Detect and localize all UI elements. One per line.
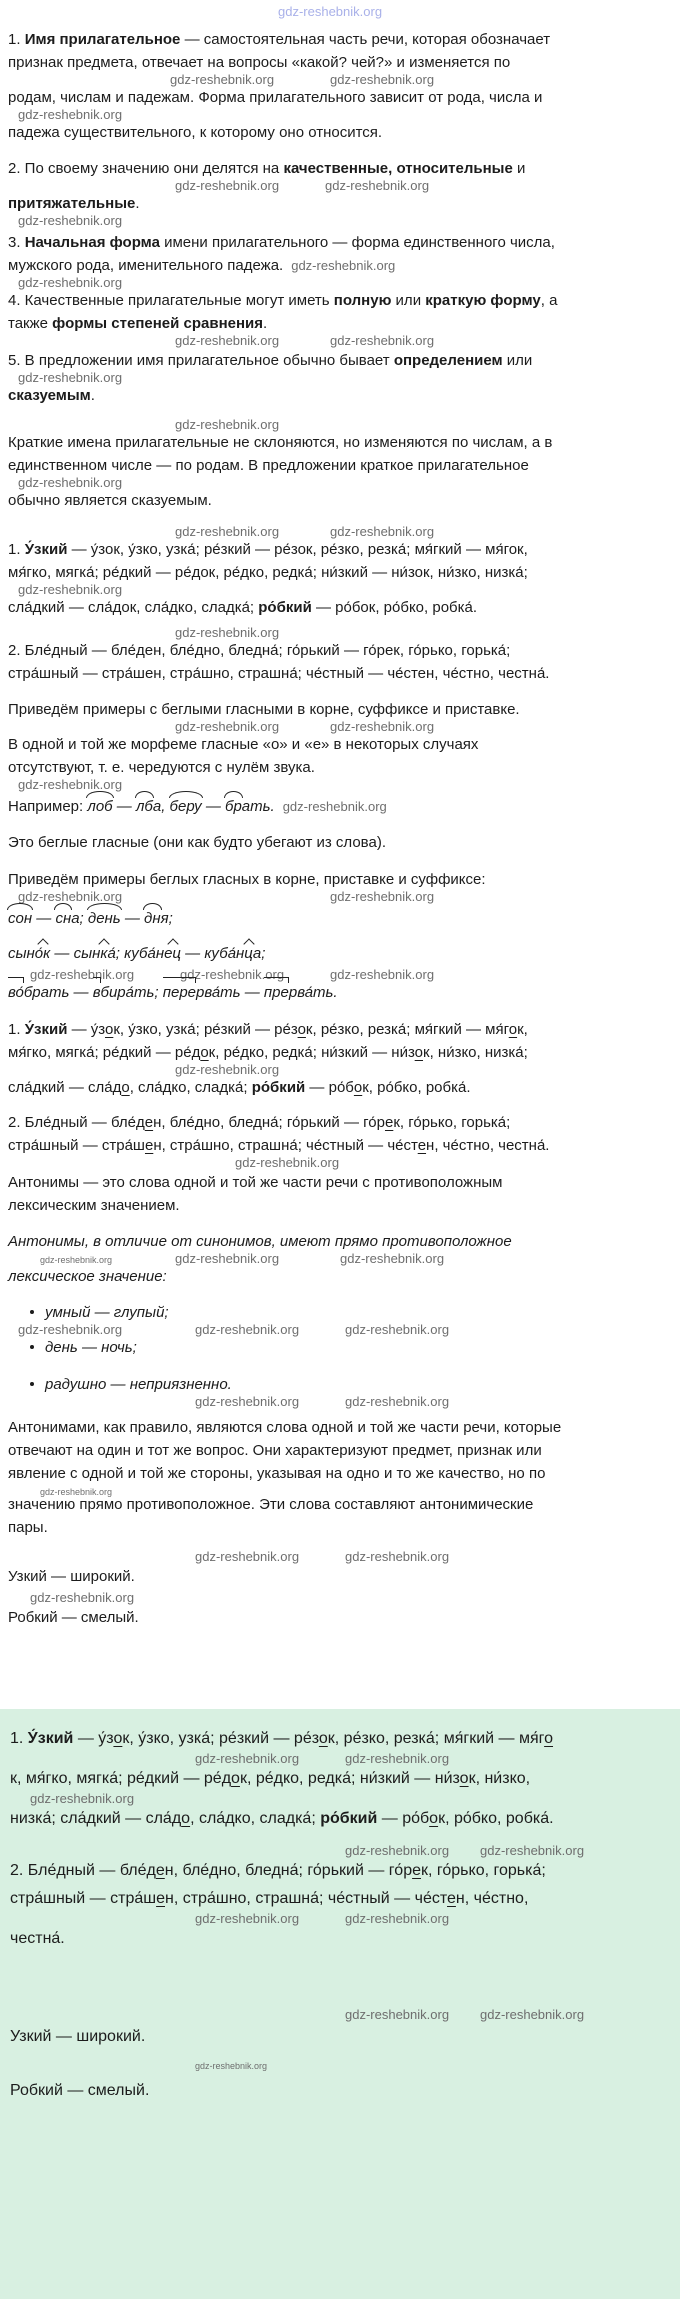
text-segment: Робкий — смелый. — [8, 1609, 139, 1626]
watermark: gdz-reshebnik.org — [278, 4, 383, 19]
text-segment: или — [391, 292, 426, 309]
watermark: gdz-reshebnik.org — [195, 1322, 300, 1337]
text-segment: е — [384, 1114, 394, 1131]
text-segment: пре — [264, 981, 289, 1004]
watermark: gdz-reshebnik.org — [175, 625, 280, 640]
watermark: gdz-reshebnik.org — [18, 1322, 123, 1337]
text-segment: к, ре́зко, резка́; мя́гкий — мя́г — [305, 1021, 509, 1038]
text-line — [8, 1194, 672, 1217]
watermark-row — [0, 109, 672, 121]
text-segment: к, ре́дко, редка́; ни́зкий — ни́з — [208, 1044, 415, 1061]
text-segment: лексическое значение: — [8, 1268, 167, 1285]
text-segment: к, ни́зко, — [468, 1770, 531, 1787]
text-segment: краткую форму — [425, 292, 541, 309]
text-segment: — ро́бок, ро́бко, робка́. — [311, 599, 478, 616]
text-segment: 3. — [8, 234, 25, 251]
watermark: gdz-reshebnik.org — [345, 1911, 450, 1926]
watermark: gdz-reshebnik.org — [195, 2061, 268, 2071]
text-segment: бр — [225, 795, 242, 818]
text-segment: сн — [55, 907, 71, 930]
watermark-row — [0, 584, 672, 596]
text-line — [8, 907, 672, 930]
text-segment: — сын — [50, 945, 101, 962]
text-line — [8, 1018, 672, 1041]
text-line — [8, 1606, 672, 1629]
text-segment: во́ — [8, 981, 24, 1004]
watermark-row — [0, 215, 672, 227]
text-line — [8, 561, 672, 584]
text-segment: , сла́дко, сладка́; — [129, 1079, 252, 1096]
text-segment: н, бле́дно, бледна́; го́рький — го́р — [164, 1862, 413, 1879]
text-line — [8, 698, 672, 721]
watermark: gdz-reshebnik.org — [330, 524, 435, 539]
text-segment: рва́ть — — [196, 984, 264, 1001]
text-segment: к, ре́дко, редка́; ни́зкий — ни́з — [239, 1770, 460, 1787]
text-segment: о — [544, 1730, 554, 1747]
watermark-row — [0, 74, 672, 86]
watermark: gdz-reshebnik.org — [345, 1322, 450, 1337]
text-line — [8, 1416, 672, 1439]
watermark: gdz-reshebnik.org — [175, 1251, 280, 1266]
highlighted-answer-block — [0, 1709, 680, 2299]
text-segment: о — [414, 1044, 424, 1061]
text-segment: е — [155, 1862, 165, 1879]
watermark-row — [0, 1157, 672, 1169]
text-segment: Имя прилагательное — [24, 31, 181, 48]
text-segment: — куба́н — [181, 945, 245, 962]
text-segment: мя́гко, мягка́; ре́дкий — ре́док, ре́дко, редка́; ни́зкий — ни́зок, ни́зко, низка́; — [8, 564, 528, 581]
watermark-row — [0, 1845, 672, 1857]
text-segment: а́; куба́н — [107, 945, 165, 962]
watermark-row — [0, 335, 672, 347]
text-line — [8, 1041, 672, 1064]
watermark-row — [0, 891, 672, 903]
text-segment: , а — [540, 292, 558, 309]
text-line — [10, 1925, 672, 1953]
text-line — [8, 831, 672, 854]
text-line — [10, 1885, 672, 1913]
text-line — [8, 384, 672, 407]
text-line — [8, 231, 672, 254]
text-segment: В одной и той же морфеме гласные «о» и «е» в некоторых случаях — [8, 736, 479, 753]
text-segment: 1. — [8, 1021, 25, 1038]
text-line — [10, 1765, 672, 1793]
text-segment: к, — [517, 1021, 528, 1038]
watermark: gdz-reshebnik.org — [282, 799, 387, 814]
text-segment: или — [502, 352, 533, 369]
watermark: gdz-reshebnik.org — [195, 1911, 300, 1926]
watermark: gdz-reshebnik.org — [18, 107, 123, 122]
text-segment: а; — [71, 910, 88, 927]
text-segment: падежа существительного, к которому оно относится. — [8, 124, 383, 141]
text-line — [8, 254, 672, 277]
watermark-row — [0, 721, 672, 733]
text-line — [10, 2077, 672, 2105]
text-segment: к, го́рько, горька́; — [393, 1114, 511, 1131]
text-segment: о — [459, 1770, 469, 1787]
watermark: gdz-reshebnik.org — [175, 719, 280, 734]
watermark-row — [0, 2009, 672, 2021]
text-line — [8, 289, 672, 312]
watermark: gdz-reshebnik.org — [345, 1549, 450, 1564]
text-segment: к, у́зко, узка́; ре́зкий — ре́з — [113, 1021, 298, 1038]
text-segment: к, у́зко, узка́; ре́зкий — ре́з — [122, 1730, 319, 1747]
text-segment: брать — — [23, 984, 93, 1001]
text-segment: е — [447, 1890, 456, 1907]
text-line — [8, 1462, 672, 1485]
text-segment: ро́бкий — [251, 1079, 306, 1096]
text-segment: мя́гко, мягка́; ре́дкий — ре́д — [8, 1044, 201, 1061]
watermark-row — [0, 1324, 672, 1336]
text-line — [8, 1076, 672, 1099]
text-line — [8, 1439, 672, 1462]
text-segment: признак предмета, отвечает на вопросы «какой? чей?» и изменяется по — [8, 54, 511, 71]
text-line — [8, 1516, 672, 1539]
text-segment: — самостоятельная часть речи, которая обозначает — [180, 31, 551, 48]
text-segment: е — [144, 1114, 154, 1131]
text-segment: 2. Бле́дный — бле́ден, бле́дно, бледна́; го́рький — го́рек, го́рько, горька́; — [8, 642, 511, 659]
watermark-row — [0, 1551, 672, 1563]
text-segment: день — [88, 907, 121, 930]
watermark-row — [0, 2059, 672, 2071]
text-segment: о — [231, 1770, 240, 1787]
text-segment: явление с одной и той же стороны, указывая на одно и то же качество, но по — [8, 1465, 546, 1482]
text-line — [8, 1301, 672, 1324]
watermark: gdz-reshebnik.org — [345, 2007, 450, 2022]
text-segment: лб — [136, 795, 153, 818]
text-segment: к, ре́зко, резка́; мя́гкий — мя́г — [327, 1730, 545, 1747]
text-segment: о — [318, 1730, 328, 1747]
text-segment: е — [412, 1862, 421, 1879]
text-segment: 2. Бле́дный — бле́д — [10, 1862, 156, 1879]
text-segment: У́зкий — [27, 1730, 74, 1747]
text-segment: ать. — [241, 798, 275, 815]
text-line — [10, 1805, 672, 1833]
text-segment: Приведём примеры беглых гласных в корне, приставке и суффиксе: — [8, 871, 486, 888]
text-segment: низка́; сла́дкий — сла́д — [10, 1810, 182, 1827]
text-segment: я; — [160, 910, 173, 927]
text-line — [8, 596, 672, 619]
watermark: gdz-reshebnik.org — [175, 333, 280, 348]
text-segment: н, стра́шно, страшна́; че́стный — че́ст — [153, 1137, 418, 1154]
text-segment: к, ро́бко, робка́. — [362, 1079, 471, 1096]
text-line — [8, 1373, 672, 1396]
text-segment: пары. — [8, 1519, 48, 1536]
text-segment: о — [297, 1021, 306, 1038]
text-segment: Антонимами, как правило, являются слова одной и той же части речи, которые — [8, 1419, 562, 1436]
watermark-row — [0, 1592, 672, 1604]
text-segment: а, — [152, 798, 170, 815]
text-segment: Приведём примеры с беглыми гласными в корне, суффиксе и приставке. — [8, 701, 520, 718]
watermark: gdz-reshebnik.org — [170, 72, 275, 87]
watermark: gdz-reshebnik.org — [195, 1549, 300, 1564]
text-segment: полную — [333, 292, 392, 309]
text-segment: Робкий — смелый. — [10, 2082, 150, 2099]
text-segment: сла́дкий — сла́д — [8, 1079, 122, 1096]
text-segment: дн — [144, 907, 161, 930]
watermark: gdz-reshebnik.org — [330, 333, 435, 348]
text-segment: единственном числе — по родам. В предложении краткое прилагательное — [8, 457, 529, 474]
watermark-row — [0, 1913, 672, 1925]
list-bullet — [30, 1382, 34, 1386]
text-segment: к, ро́бко, робка́. — [438, 1810, 554, 1827]
text-segment: лоб — [87, 795, 112, 818]
text-segment: , сла́дко, сладка́; — [190, 1810, 321, 1827]
text-segment: определением — [393, 352, 503, 369]
text-segment: н, бле́дно, бледна́; го́рький — го́р — [153, 1114, 385, 1131]
watermark: gdz-reshebnik.org — [175, 178, 280, 193]
text-segment: Начальная форма — [24, 234, 160, 251]
text-line — [8, 733, 672, 756]
text-segment: качественные, относительные — [283, 160, 513, 177]
watermark-row — [0, 372, 672, 384]
text-segment: к — [100, 942, 107, 965]
text-segment: рва́ть. — [288, 984, 338, 1001]
text-segment: отсутствуют, т. е. чередуются с нулём звука. — [8, 759, 315, 776]
text-segment: к, мя́гко, мягка́; ре́дкий — ре́д — [10, 1770, 232, 1787]
watermark: gdz-reshebnik.org — [18, 582, 123, 597]
watermark-row — [0, 1793, 672, 1805]
watermark-row — [0, 1753, 672, 1765]
text-line — [8, 454, 672, 477]
watermark: gdz-reshebnik.org — [330, 967, 435, 982]
watermark: gdz-reshebnik.org — [40, 1255, 113, 1265]
text-segment: — у́зок, у́зко, узка́; ре́зкий — ре́зок, ре́зко, резка́; мя́гкий — мя́гок, — [67, 541, 528, 558]
watermark: gdz-reshebnik.org — [325, 178, 430, 193]
text-segment: Краткие имена прилагательные не склоняются, но изменяются по числам, а в — [8, 434, 553, 451]
text-line — [8, 756, 672, 779]
watermark: gdz-reshebnik.org — [480, 2007, 585, 2022]
text-line — [8, 1230, 672, 1253]
watermark: gdz-reshebnik.org — [345, 1843, 450, 1858]
text-segment: стра́шный — стра́шен, стра́шно, страшна́; че́стный — че́стен, че́стно, честна́. — [8, 665, 550, 682]
text-segment: а; — [252, 945, 266, 962]
text-segment: 5. В предложении имя прилагательное обычно бывает — [8, 352, 394, 369]
text-line — [8, 639, 672, 662]
watermark: gdz-reshebnik.org — [330, 72, 435, 87]
text-segment: — — [32, 910, 56, 927]
text-line — [8, 1171, 672, 1194]
watermark: gdz-reshebnik.org — [330, 719, 435, 734]
watermark: gdz-reshebnik.org — [18, 475, 123, 490]
text-segment: — ро́б — [305, 1079, 354, 1096]
text-line — [8, 1134, 672, 1157]
watermark: gdz-reshebnik.org — [30, 967, 135, 982]
text-line — [8, 538, 672, 561]
text-segment: обычно является сказуемым. — [8, 492, 212, 509]
text-line — [8, 28, 672, 51]
watermark-row — [0, 1396, 672, 1408]
text-segment: Узкий — широкий. — [10, 2028, 146, 2045]
watermark-row — [0, 526, 672, 538]
text-line — [8, 662, 672, 685]
text-segment: к, го́рько, горька́; — [421, 1862, 546, 1879]
text-segment: о — [113, 1730, 123, 1747]
text-segment: стра́шный — стра́ш — [8, 1137, 145, 1154]
text-segment: У́зкий — [24, 1021, 68, 1038]
watermark: gdz-reshebnik.org — [175, 1062, 280, 1077]
text-segment: честна́. — [10, 1930, 65, 1947]
watermark: gdz-reshebnik.org — [180, 967, 285, 982]
text-segment: 1. — [8, 541, 25, 558]
text-line — [8, 192, 672, 215]
text-segment: . — [263, 315, 268, 332]
text-segment: сын — [8, 945, 35, 962]
text-segment: имени прилагательного — форма единственного числа, — [159, 234, 555, 251]
watermark: gdz-reshebnik.org — [175, 524, 280, 539]
text-segment: е — [156, 1890, 165, 1907]
text-segment: в — [93, 981, 101, 1004]
text-segment: Антонимы — это слова одной и той же части речи с противоположным — [8, 1174, 503, 1191]
text-segment: ро́бкий — [320, 1810, 378, 1827]
watermark: gdz-reshebnik.org — [330, 889, 435, 904]
text-segment: лексическим значением. — [8, 1197, 180, 1214]
text-segment: умный — глупый; — [45, 1304, 169, 1321]
text-line — [8, 121, 672, 144]
watermark-row — [0, 1253, 672, 1265]
watermark: gdz-reshebnik.org — [235, 1155, 340, 1170]
text-segment: н, стра́шно, страшна́; че́стный — че́ст — [165, 1890, 448, 1907]
text-line — [8, 312, 672, 335]
text-segment: У́зкий — [24, 541, 68, 558]
text-segment: — ро́б — [377, 1810, 430, 1827]
watermark: gdz-reshebnik.org — [195, 1394, 300, 1409]
watermark: gdz-reshebnik.org — [345, 1751, 450, 1766]
text-segment: 2. По своему значению они делятся на — [8, 160, 284, 177]
text-segment: о — [353, 1079, 363, 1096]
watermark: gdz-reshebnik.org — [195, 1751, 300, 1766]
text-line — [8, 981, 672, 1004]
text-segment: мужского рода, именительного падежа. — [8, 257, 284, 274]
text-line — [8, 51, 672, 74]
text-segment: н, че́стно, честна́. — [426, 1137, 550, 1154]
text-segment: день — ночь; — [45, 1339, 137, 1356]
text-line — [8, 86, 672, 109]
list-bullet — [30, 1345, 34, 1349]
text-segment: о — [429, 1810, 439, 1827]
watermark-row — [0, 477, 672, 489]
text-segment: . — [135, 195, 140, 212]
text-segment: родам, числам и падежам. Форма прилагательного зависит от рода, числа и — [8, 89, 543, 106]
text-line — [8, 349, 672, 372]
watermark: gdz-reshebnik.org — [480, 1843, 585, 1858]
text-segment: — у́з — [73, 1730, 114, 1747]
text-segment: радушно — неприязненно. — [45, 1376, 232, 1393]
text-segment: сла́дкий — сла́док, сла́дко, сладка́; — [8, 599, 259, 616]
text-segment: 4. Качественные прилагательные могут иметь — [8, 292, 334, 309]
watermark: gdz-reshebnik.org — [40, 1487, 113, 1497]
text-segment: сказуемым — [8, 387, 91, 404]
text-segment: отвечают на один и тот же вопрос. Они характеризуют предмет, признак или — [8, 1442, 542, 1459]
watermark: gdz-reshebnik.org — [30, 1791, 135, 1806]
text-segment: о — [200, 1044, 209, 1061]
text-segment: о — [181, 1810, 191, 1827]
watermark: gdz-reshebnik.org — [18, 889, 123, 904]
text-segment: о — [104, 1021, 114, 1038]
text-segment: ец — [164, 942, 181, 965]
text-line — [10, 1725, 672, 1753]
list-bullet — [30, 1310, 34, 1314]
text-line — [8, 1111, 672, 1134]
text-segment: 1. — [8, 31, 25, 48]
text-segment: Узкий — широкий. — [8, 1568, 135, 1585]
watermark: gdz-reshebnik.org — [18, 213, 123, 228]
text-line — [8, 942, 672, 965]
watermark-row — [0, 6, 672, 22]
text-segment: притяжательные — [8, 195, 136, 212]
watermark: gdz-reshebnik.org — [340, 1251, 445, 1266]
text-line — [8, 1336, 672, 1359]
text-segment: 1. — [10, 1730, 28, 1747]
text-segment: — — [201, 798, 226, 815]
text-segment: е — [417, 1137, 427, 1154]
watermark-row — [0, 969, 672, 981]
watermark: gdz-reshebnik.org — [18, 370, 123, 385]
text-segment: — — [112, 798, 136, 815]
text-segment: Это беглые гласные (они как будто убегают из слова). — [8, 834, 386, 851]
watermark-row — [0, 779, 672, 791]
text-segment: к, ни́зко, низка́; — [423, 1044, 528, 1061]
text-segment: о — [508, 1021, 518, 1038]
text-segment: ро́бкий — [258, 599, 312, 616]
text-segment: о — [121, 1079, 130, 1096]
watermark: gdz-reshebnik.org — [291, 258, 396, 273]
watermark-row — [0, 419, 672, 431]
text-line — [8, 157, 672, 180]
text-segment: сон — [8, 907, 32, 930]
text-line — [10, 2023, 672, 2051]
text-segment: ц — [244, 942, 253, 965]
text-segment: бира́ть; — [100, 984, 163, 1001]
watermark-row — [0, 1064, 672, 1076]
text-segment: значению прямо противоположное. Эти слова составляют антонимические — [8, 1496, 534, 1513]
watermark-row — [0, 627, 672, 639]
watermark: gdz-reshebnik.org — [345, 1394, 450, 1409]
text-line — [8, 1493, 672, 1516]
text-line — [8, 489, 672, 512]
text-segment: 2. Бле́дный — бле́д — [8, 1114, 145, 1131]
text-line — [10, 1857, 672, 1885]
text-line — [8, 795, 672, 818]
text-segment: Антонимы, в отличие от синонимов, имеют прямо противоположное — [8, 1233, 512, 1250]
watermark: gdz-reshebnik.org — [175, 417, 280, 432]
text-segment: формы степеней сравнения — [52, 315, 264, 332]
text-segment: — у́з — [67, 1021, 105, 1038]
watermark: gdz-reshebnik.org — [30, 1590, 135, 1605]
text-line — [8, 431, 672, 454]
text-segment: — — [120, 910, 145, 927]
watermark-row — [0, 1485, 672, 1497]
text-segment: также — [8, 315, 53, 332]
text-segment: стра́шный — стра́ш — [10, 1890, 157, 1907]
text-line — [8, 868, 672, 891]
text-segment: Например: — [8, 798, 88, 815]
text-segment: беру — [170, 795, 202, 818]
watermark-row — [0, 277, 672, 289]
text-segment: пере — [163, 981, 196, 1004]
watermark-row — [0, 180, 672, 192]
text-segment: н, че́стно, — [455, 1890, 529, 1907]
text-line — [8, 1265, 672, 1288]
text-segment: о́к — [35, 942, 50, 965]
text-line — [8, 1565, 672, 1588]
text-segment: е — [144, 1137, 154, 1154]
text-segment: . — [90, 387, 95, 404]
watermark: gdz-reshebnik.org — [18, 275, 123, 290]
text-segment: и — [512, 160, 526, 177]
watermark: gdz-reshebnik.org — [18, 777, 123, 792]
